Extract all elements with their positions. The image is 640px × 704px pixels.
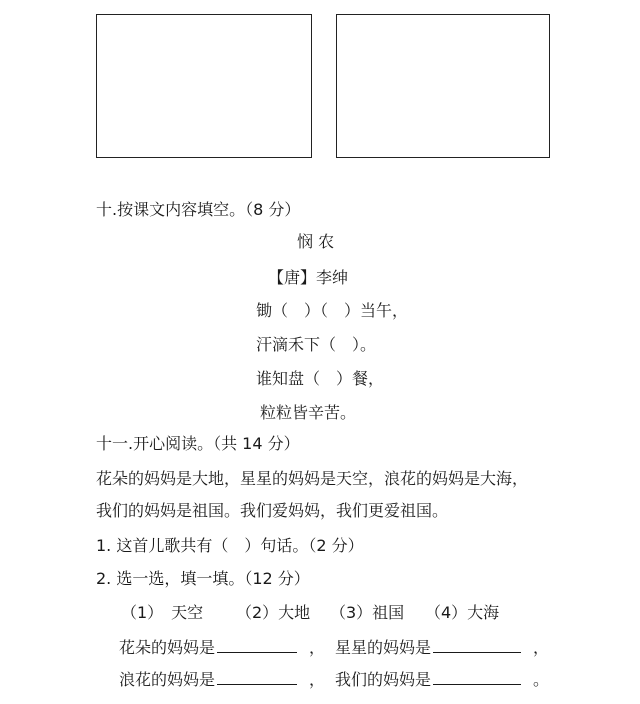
- answer-blank[interactable]: [433, 636, 521, 653]
- option-3: （3）祖国: [330, 603, 405, 622]
- question-2: 2. 选一选，填一填。（12 分）: [96, 569, 310, 588]
- option-1: （1） 天空: [121, 603, 204, 622]
- option-4: （4）大海: [425, 603, 500, 622]
- fill-separator: 。: [533, 670, 550, 689]
- drawing-box-right: [336, 14, 550, 158]
- answer-blank[interactable]: [217, 668, 297, 685]
- poem-author: 【唐】李绅: [268, 268, 349, 287]
- poem-line: 汗滴禾下（ ）。: [256, 335, 377, 354]
- fill-row-2: [119, 668, 549, 691]
- passage-line: 花朵的妈妈是大地，星星的妈妈是天空，浪花的妈妈是大海，: [96, 469, 529, 488]
- option-2: （2）大地: [236, 603, 311, 622]
- poem-line: 锄（ ）（ ）当午，: [256, 301, 409, 320]
- section-10-heading: 十.按课文内容填空。（8 分）: [96, 200, 301, 219]
- fill-separator: ，: [309, 670, 326, 689]
- fill-prompt: 我们的妈妈是: [335, 670, 432, 689]
- fill-prompt: 花朵的妈妈是: [119, 638, 216, 657]
- question-1: 1. 这首儿歌共有（ ）句话。（2 分）: [96, 536, 364, 555]
- poem-line: 粒粒皆辛苦。: [260, 403, 357, 422]
- fill-separator: ，: [309, 638, 326, 657]
- drawing-box-left: [96, 14, 312, 158]
- poem-title: 悯 农: [297, 232, 335, 251]
- section-11-heading: 十一.开心阅读。（共 14 分）: [96, 434, 300, 453]
- fill-separator: ，: [533, 638, 550, 657]
- answer-blank[interactable]: [433, 668, 521, 685]
- fill-row-1: [119, 636, 549, 659]
- poem-line: 谁知盘（ ）餐，: [256, 369, 385, 388]
- answer-blank[interactable]: [217, 636, 297, 653]
- fill-prompt: 浪花的妈妈是: [119, 670, 216, 689]
- passage-line: 我们的妈妈是祖国。我们爱妈妈，我们更爱祖国。: [96, 501, 449, 520]
- fill-prompt: 星星的妈妈是: [335, 638, 432, 657]
